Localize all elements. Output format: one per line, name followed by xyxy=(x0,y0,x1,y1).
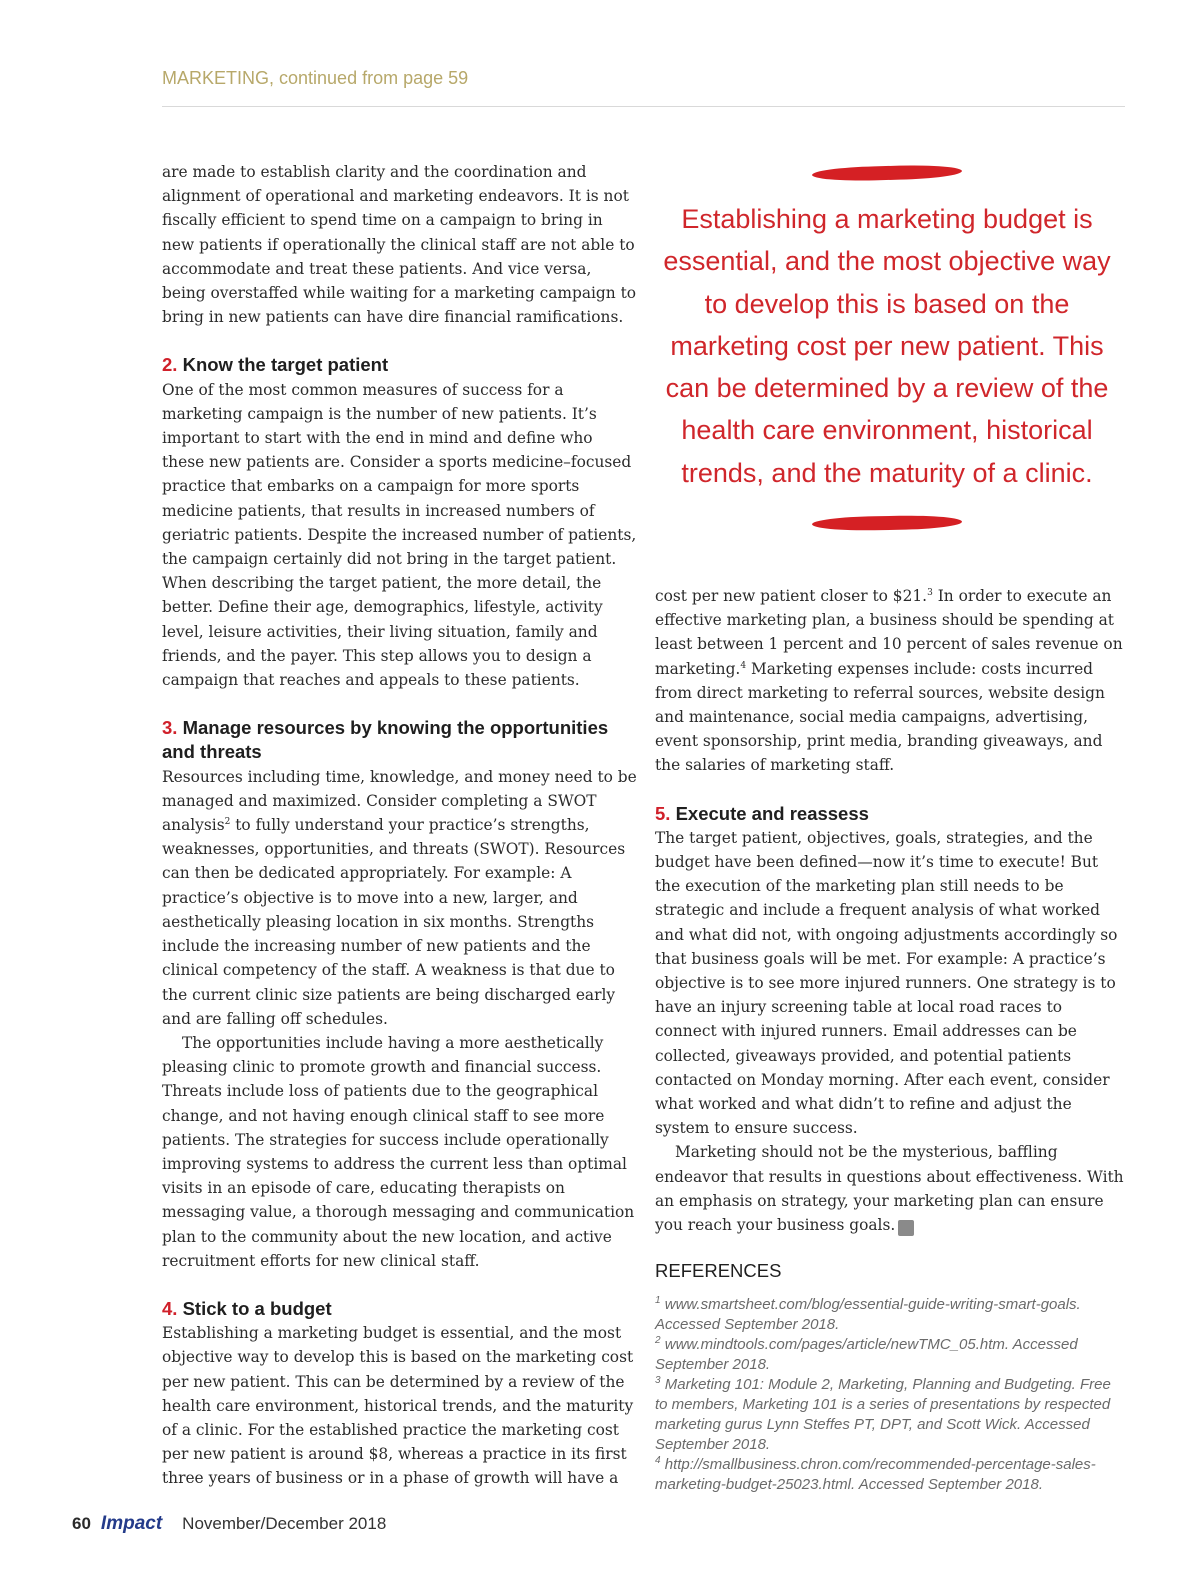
continuation-b: In order to execute an effective marketing plan, a business should be spending at least between 1 percent and 10 percent of sales revenue on marketing. xyxy=(655,587,1123,678)
continuation-a: cost per new patient closer to $21. xyxy=(655,587,928,605)
reference-text: Marketing 101: Module 2, Marketing, Planning and Budgeting. Free to members, Marketing 101 is a series of presentations by respected marketing gurus Lynn Steffes PT, DPT, and Scott Wick. Accessed September 2018. xyxy=(655,1376,1111,1454)
intro-paragraph: are made to establish clarity and the coordination and alignment of operational and marketing endeavors. It is not fiscally efficient to spend time on a campaign to bring in new patients if operationally the clinical staff are not able to accommodate and treat these patients. And vice versa, being overstaffed while waiting for a marketing campaign to bring in new patients can have dire financial ramifications. xyxy=(162,163,637,327)
section-3-body xyxy=(162,765,637,1031)
pull-quote-bottom-stroke xyxy=(812,515,962,532)
budget-continuation xyxy=(655,584,1125,778)
page-footer xyxy=(72,1513,386,1535)
section-4-body: Establishing a marketing budget is essential, and the most objective way to develop this is based on the marketing cost per new patient. This can be determined by a review of the health care environment, historical trends, and the maturity of a clinic. For the established practice the marketing cost per new patient is around $8, whereas a practice in its first three years of business or in a phase of growth will have a xyxy=(162,1324,634,1488)
section-3-title: Manage resources by knowing the opportunities and threats xyxy=(162,717,609,763)
section-3-body-b: to fully understand your practice’s strengths, weaknesses, opportunities, and threats (SWOT). Resources can then be dedicated appropriately. For example: A practice’s objective is to move into a new, larger, and aesthetically pleasing location in six months. Strengths include the increasing number of new patients and the clinical competency of the staff. A weakness is that due to the current clinic size patients are being discharged early and are falling off schedules. xyxy=(162,816,626,1028)
section-3-number: 3. xyxy=(162,717,178,739)
section-3-body-2: The opportunities include having a more aesthetically pleasing clinic to promote growth and financial success. Threats include loss of patients due to the geographical change, and not having enough clinical staff to see more patients. The strategies for success include operationally improving systems to address the current less than optimal visits in an episode of care, educating therapists on messaging value, a thorough messaging and communication plan to the community about the new location, and active recruitment efforts for new clinical staff. xyxy=(162,1033,635,1270)
section-4-number: 4. xyxy=(162,1297,178,1319)
section-2-body: One of the most common measures of success for a marketing campaign is the number of new patients. It’s important to start with the end in mind and define who these new patients are. Consider a sports medicine–focused practice that embarks on a campaign for more sports medicine patients, that results in increased numbers of geriatric patients. Despite the increased number of patients, the campaign certainly did not bring in the target patient. When describing the target patient, the more detail, the better. Define their age, demographics, lifestyle, activity level, leisure activities, their living situation, family and friends, and the payer. This step allows you to design a campaign that reaches and appeals to these patients. xyxy=(162,380,637,690)
issue-date: November/December 2018 xyxy=(182,1514,387,1533)
footnote-ref-2: 2 xyxy=(224,816,231,827)
section-5-body: The target patient, objectives, goals, strategies, and the budget have been defined—now it’s time to execute! But the execution of the marketing plan still needs to be strategic and include a frequent analysis of what worked and what did not, with ongoing adjustments accordingly so that business goals will be met. For example: A practice’s objective is to see more injured runners. One strategy is to have an injury screening table at local road races to connect with injured runners. Email addresses can be collected, giveaways provided, and potential patients contacted on Monday morning. After each event, consider what worked and what didn’t to refine and adjust the system to ensure success. xyxy=(655,828,1118,1138)
reference-text: www.smartsheet.com/blog/essential-guide-writing-smart-goals. Accessed September 2018. xyxy=(655,1296,1081,1334)
reference-number: 2 xyxy=(655,1335,661,1347)
section-5-body-2 xyxy=(655,1140,1125,1237)
section-3-heading xyxy=(162,716,637,764)
section-3-body-a: Resources including time, knowledge, and money need to be managed and maximized. Consider completing a SWOT analysis xyxy=(162,767,637,835)
reference-item xyxy=(655,1375,1125,1455)
magazine-logo: Impact xyxy=(100,1513,163,1534)
section-2-number: 2. xyxy=(162,354,178,376)
pull-quote-text: Establishing a marketing budget is essential, and the most objective way to develop this is based on the marketing cost per new patient. This can be determined by a review of the health care environment, historical trends, and the maturity of a clinic. xyxy=(663,204,1111,488)
section-5-title: Execute and reassess xyxy=(675,802,869,824)
reference-item xyxy=(655,1455,1125,1495)
footnote-ref-3: 3 xyxy=(927,587,933,598)
pull-quote xyxy=(652,160,1122,540)
pull-quote-top-stroke xyxy=(812,164,962,182)
closing-text: Marketing should not be the mysterious, baffling endeavor that results in questions about effectiveness. With an emphasis on strategy, your marketing plan can ensure you reach your business goals. xyxy=(655,1143,1124,1235)
end-mark-icon: I xyxy=(898,1220,914,1236)
reference-number: 4 xyxy=(655,1455,661,1467)
reference-text: www.mindtools.com/pages/article/newTMC_05.htm. Accessed September 2018. xyxy=(655,1336,1078,1374)
reference-item xyxy=(655,1335,1125,1375)
section-4-heading xyxy=(162,1297,637,1321)
running-header: MARKETING, continued from page 59 xyxy=(162,68,469,88)
page-number: 60 xyxy=(72,1514,91,1533)
continuation-c: Marketing expenses include: costs incurred from direct marketing to referral sources, website design and maintenance, social media campaigns, advertising, event sponsorship, print media, branding giveaways, and the salaries of marketing staff. xyxy=(655,659,1105,775)
reference-text: http://smallbusiness.chron.com/recommended-percentage-sales-marketing-budget-25023.html. Accessed September 2018. xyxy=(655,1456,1096,1494)
left-column xyxy=(162,160,637,1491)
section-4-title: Stick to a budget xyxy=(182,1297,332,1319)
right-column xyxy=(655,584,1125,1495)
reference-number: 1 xyxy=(655,1295,661,1307)
reference-item xyxy=(655,1295,1125,1335)
section-5-number: 5. xyxy=(655,802,671,824)
section-2-title: Know the target patient xyxy=(182,354,389,376)
section-5-heading xyxy=(655,802,1125,826)
footnote-ref-4: 4 xyxy=(740,660,747,671)
section-2-heading xyxy=(162,353,637,377)
reference-number: 3 xyxy=(655,1375,661,1387)
header-divider xyxy=(162,106,1125,107)
references-heading: REFERENCES xyxy=(655,1260,782,1282)
